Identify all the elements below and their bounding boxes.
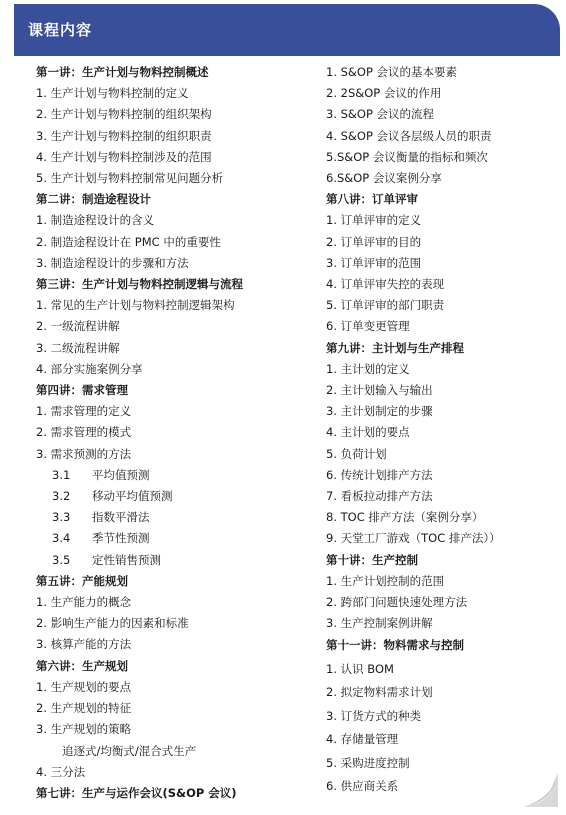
right-lecture-heading <box>326 338 558 359</box>
left-list-item <box>36 422 306 443</box>
item-text: 5. 采购进度控制 <box>326 755 410 770</box>
left-list-item <box>36 210 306 231</box>
left-list-item <box>36 528 306 549</box>
item-text: 第一讲：生产计划与物料控制概述 <box>36 65 209 79</box>
right-list-item <box>326 486 558 507</box>
left-list-item <box>36 465 306 486</box>
item-text: 2. 一级流程讲解 <box>36 319 120 334</box>
item-text: 2. 跨部门问题快速处理方法 <box>326 595 468 610</box>
item-text: 2. 生产规划的特征 <box>36 701 132 716</box>
left-list-item <box>36 613 306 634</box>
right-list-item <box>326 274 558 295</box>
right-list-item <box>326 253 558 274</box>
item-text: 第十一讲：物料需求与控制 <box>326 638 464 653</box>
item-text: 3. 需求预测的方法 <box>36 446 132 461</box>
right-lecture-heading <box>326 634 558 657</box>
item-text: 4. 订单评审失控的表现 <box>326 277 445 292</box>
item-text: 4. 主计划的要点 <box>326 425 410 440</box>
right-list-item <box>326 444 558 465</box>
left-lecture-heading <box>36 189 306 210</box>
right-list-item <box>326 316 558 337</box>
item-text: 1. 需求管理的定义 <box>36 404 132 419</box>
item-text: 9. 天堂工厂游戏（TOC 排产法）） <box>326 531 501 546</box>
left-list-item <box>36 719 306 740</box>
left-list-item <box>36 359 306 380</box>
right-list-item <box>326 422 558 443</box>
left-list-item <box>36 762 306 783</box>
right-list-item <box>326 752 558 775</box>
item-text: 6. 传统计划排产方法 <box>326 467 433 482</box>
item-text: 2. 订单评审的目的 <box>326 234 422 249</box>
item-text: 第九讲：主计划与生产排程 <box>326 340 464 355</box>
right-list-item <box>326 295 558 316</box>
left-list-item <box>36 316 306 337</box>
item-text: 移动平均值预测 <box>92 489 173 504</box>
left-list-item <box>36 253 306 274</box>
item-text: 3. 生产规划的策略 <box>36 722 132 737</box>
right-list-item <box>326 465 558 486</box>
left-lecture-heading <box>36 274 306 295</box>
item-text: 2. 2S&OP 会议的作用 <box>326 86 442 101</box>
item-number: 3.3 <box>52 510 71 525</box>
item-text: 第四讲：需求管理 <box>36 383 128 398</box>
item-text: 3. 订货方式的种类 <box>326 708 422 723</box>
left-list-item <box>36 507 306 528</box>
item-text: 3. 主计划制定的步骤 <box>326 404 433 419</box>
left-list-item <box>36 232 306 253</box>
item-text: 1. 主计划的定义 <box>326 361 410 376</box>
left-lecture-heading <box>36 571 306 592</box>
right-list-item <box>326 83 558 104</box>
item-text: 6.S&OP 会议案例分享 <box>326 171 442 186</box>
item-text: 第六讲：生产规划 <box>36 658 128 673</box>
item-text: 第五讲：产能规划 <box>36 573 128 588</box>
section-header <box>14 4 560 56</box>
right-lecture-heading <box>326 189 558 210</box>
right-list-item <box>326 507 558 528</box>
left-list-item <box>36 677 306 698</box>
right-list-item <box>326 168 558 189</box>
item-text: 2. 影响生产能力的因素和标准 <box>36 616 189 631</box>
left-lecture-heading <box>36 783 306 804</box>
left-list-item <box>36 168 306 189</box>
left-list-item <box>36 401 306 422</box>
item-number: 3.4 <box>52 531 71 546</box>
item-text: 3. 核算产能的方法 <box>36 637 132 652</box>
item-text: 5. 负荷计划 <box>326 446 387 461</box>
right-list-item <box>326 359 558 380</box>
item-text: 第八讲：订单评审 <box>326 192 418 207</box>
item-text: 第十讲：生产控制 <box>326 552 418 567</box>
left-list-item <box>36 338 306 359</box>
left-lecture-heading <box>36 380 306 401</box>
item-text: 6. 订单变更管理 <box>326 319 410 334</box>
right-list-item <box>326 592 558 613</box>
right-list-item <box>326 104 558 125</box>
left-list-item <box>36 104 306 125</box>
item-number: 3.2 <box>52 489 71 504</box>
right-list-item <box>326 658 558 681</box>
left-list-item <box>36 634 306 655</box>
item-text: 追逐式/均衡式/混合式生产 <box>62 743 197 758</box>
left-list-item <box>36 550 306 571</box>
right-list-item <box>326 380 558 401</box>
item-text: 2. 生产计划与物料控制的组织架构 <box>36 107 212 122</box>
left-list-item <box>36 295 306 316</box>
item-text: 7. 看板拉动排产方法 <box>326 489 433 504</box>
right-lecture-heading <box>326 550 558 571</box>
item-text: 3. S&OP 会议的流程 <box>326 107 435 122</box>
item-text: 5. 生产计划与物料控制常见问题分析 <box>36 171 224 186</box>
item-text: 第三讲：生产计划与物料控制逻辑与流程 <box>36 277 243 292</box>
right-list-item <box>326 232 558 253</box>
item-text: 5. 订单评审的部门职责 <box>326 298 445 313</box>
item-text: 季节性预测 <box>92 531 150 546</box>
right-list-item <box>326 728 558 751</box>
item-text: 4. 三分法 <box>36 764 86 779</box>
right-list-item <box>326 62 558 83</box>
item-text: 1. 常见的生产计划与物料控制逻辑架构 <box>36 298 235 313</box>
left-list-item <box>36 741 306 762</box>
item-text: 3. 生产控制案例讲解 <box>326 616 433 631</box>
item-number: 3.5 <box>52 552 71 567</box>
left-list-item <box>36 698 306 719</box>
right-list-item <box>326 681 558 704</box>
item-text: 指数平滑法 <box>92 510 150 525</box>
right-list-item <box>326 147 558 168</box>
item-text: 1. 生产能力的概念 <box>36 595 132 610</box>
item-text: 1. 订单评审的定义 <box>326 213 422 228</box>
left-lecture-heading <box>36 656 306 677</box>
right-list-item <box>326 613 558 634</box>
item-text: 3. 二级流程讲解 <box>36 340 120 355</box>
item-text: 2. 制造途程设计在 PMC 中的重要性 <box>36 234 221 249</box>
right-column <box>326 62 558 798</box>
item-text: 定性销售预测 <box>92 552 161 567</box>
item-text: 1. S&OP 会议的基本要素 <box>326 65 458 79</box>
left-list-item <box>36 83 306 104</box>
item-text: 2. 拟定物料需求计划 <box>326 685 433 700</box>
left-list-item <box>36 444 306 465</box>
item-text: 1. 生产计划控制的范围 <box>326 573 445 588</box>
item-text: 2. 需求管理的模式 <box>36 425 132 440</box>
right-list-item <box>326 126 558 147</box>
item-text: 5.S&OP 会议衡量的指标和频次 <box>326 149 488 164</box>
item-text: 3. 生产计划与物料控制的组织职责 <box>36 128 212 143</box>
section-title: 课程内容 <box>28 21 93 39</box>
page-curl-decoration <box>524 773 558 807</box>
right-list-item <box>326 705 558 728</box>
item-text: 3. 订单评审的范围 <box>326 255 422 270</box>
item-text: 4. 存储量管理 <box>326 732 399 747</box>
right-list-item <box>326 571 558 592</box>
right-list-item <box>326 210 558 231</box>
left-list-item <box>36 486 306 507</box>
item-text: 4. S&OP 会议各层级人员的职责 <box>326 128 492 143</box>
item-number: 3.1 <box>52 467 71 482</box>
left-list-item <box>36 592 306 613</box>
left-column <box>36 62 306 804</box>
item-text: 4. 生产计划与物料控制涉及的范围 <box>36 149 212 164</box>
right-list-item <box>326 528 558 549</box>
item-text: 第二讲：制造途程设计 <box>36 192 151 207</box>
item-text: 1. 生产计划与物料控制的定义 <box>36 86 189 101</box>
item-text: 3. 制造途程设计的步骤和方法 <box>36 255 189 270</box>
right-list-item <box>326 401 558 422</box>
item-text: 1. 制造途程设计的含义 <box>36 213 155 228</box>
left-lecture-heading <box>36 62 306 83</box>
left-list-item <box>36 126 306 147</box>
item-text: 1. 认识 BOM <box>326 661 394 676</box>
item-text: 6. 供应商关系 <box>326 778 399 793</box>
left-list-item <box>36 147 306 168</box>
item-text: 2. 主计划输入与输出 <box>326 383 433 398</box>
item-text: 1. 生产规划的要点 <box>36 679 132 694</box>
item-text: 平均值预测 <box>92 467 150 482</box>
item-text: 4. 部分实施案例分享 <box>36 361 143 376</box>
item-text: 第七讲：生产与运作会议(S&OP 会议) <box>36 785 237 800</box>
item-text: 8. TOC 排产方法（案例分享） <box>326 510 484 525</box>
